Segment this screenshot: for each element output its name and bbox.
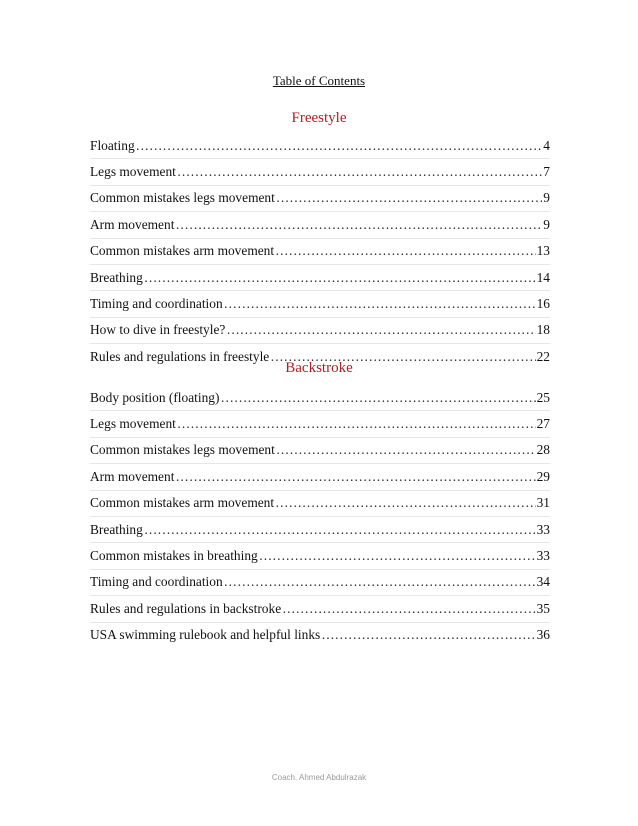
dot-leader (175, 469, 535, 485)
toc-entry-title: Breathing (90, 521, 143, 537)
toc-entry[interactable] (90, 291, 550, 317)
dot-leader (276, 190, 542, 206)
toc-entry-title: Common mistakes legs movement (90, 190, 275, 206)
dot-leader (224, 296, 536, 312)
toc-entry[interactable] (90, 133, 550, 159)
toc-entry-title: Floating (90, 137, 135, 153)
dot-leader (175, 217, 542, 233)
toc-entry-title: Common mistakes legs movement (90, 442, 275, 458)
dot-leader (224, 574, 536, 590)
toc-entry-page: 29 (536, 468, 550, 484)
toc-entry-page: 16 (536, 296, 550, 312)
toc-entry-title: Common mistakes arm movement (90, 243, 275, 259)
toc-entry[interactable] (90, 186, 550, 212)
toc-entry-title: Common mistakes arm movement (90, 495, 275, 511)
dot-leader (321, 627, 535, 643)
toc-list-backstroke (90, 385, 550, 648)
toc-entry[interactable] (90, 517, 550, 543)
toc-entry-page: 25 (536, 389, 550, 405)
toc-entry-title: Rules and regulations in backstroke (90, 600, 282, 616)
dot-leader (144, 270, 536, 286)
toc-entry-title: Rules and regulations in freestyle (90, 348, 270, 364)
toc-entry-title: Breathing (90, 269, 143, 285)
toc-entry[interactable] (90, 265, 550, 291)
toc-entry-page: 4 (543, 137, 550, 153)
toc-entry-page: 18 (536, 322, 550, 338)
section-heading-backstroke: Backstroke (285, 360, 353, 376)
toc-entry-title: Timing and coordination (90, 296, 223, 312)
dot-leader (259, 548, 536, 564)
section-heading-freestyle: Freestyle (291, 110, 347, 126)
toc-entry[interactable] (90, 212, 550, 238)
page-footer: Coach. Ahmed Abdulrazak (271, 773, 367, 782)
toc-entry-title: Arm movement (90, 216, 175, 232)
toc-entry-title: Timing and coordination (90, 574, 223, 590)
toc-entry-page: 9 (543, 216, 550, 232)
dot-leader (226, 322, 535, 338)
dot-leader (177, 164, 542, 180)
toc-entry[interactable] (90, 464, 550, 490)
dot-leader (275, 243, 536, 259)
toc-list-freestyle (90, 133, 550, 370)
dot-leader (282, 601, 535, 617)
toc-entry-page: 28 (536, 442, 550, 458)
toc-entry[interactable] (90, 318, 550, 344)
toc-entry-title: How to dive in freestyle? (90, 322, 226, 338)
toc-entry-title: Arm movement (90, 468, 175, 484)
toc-entry-page: 33 (536, 521, 550, 537)
toc-entry-page: 22 (536, 348, 550, 364)
toc-entry-page: 33 (536, 548, 550, 564)
dot-leader (276, 442, 536, 458)
toc-entry[interactable] (90, 385, 550, 411)
dot-leader (136, 138, 543, 154)
dot-leader (275, 495, 536, 511)
dot-leader (220, 390, 535, 406)
toc-entry-page: 31 (536, 495, 550, 511)
toc-entry-page: 27 (536, 416, 550, 432)
toc-entry[interactable] (90, 623, 550, 648)
dot-leader (144, 522, 536, 538)
toc-entry-page: 34 (536, 574, 550, 590)
toc-entry-page: 35 (536, 600, 550, 616)
toc-entry-page: 9 (543, 190, 550, 206)
page-title: Table of Contents (272, 73, 366, 88)
toc-entry-page: 14 (536, 269, 550, 285)
toc-entry-page: 7 (543, 164, 550, 180)
toc-entry-title: Legs movement (90, 416, 176, 432)
toc-entry-title: Legs movement (90, 164, 176, 180)
dot-leader (177, 416, 536, 432)
toc-entry[interactable] (90, 438, 550, 464)
toc-entry-page: 13 (536, 243, 550, 259)
toc-entry-title: Body position (floating) (90, 389, 220, 405)
toc-entry[interactable] (90, 596, 550, 622)
toc-entry[interactable] (90, 159, 550, 185)
toc-entry[interactable] (90, 491, 550, 517)
toc-entry-title: Common mistakes in breathing (90, 548, 258, 564)
toc-entry-page: 36 (536, 627, 550, 643)
toc-entry[interactable] (90, 543, 550, 569)
toc-entry[interactable] (90, 239, 550, 265)
toc-entry[interactable] (90, 570, 550, 596)
toc-entry-title: USA swimming rulebook and helpful links (90, 627, 321, 643)
toc-entry[interactable] (90, 411, 550, 437)
